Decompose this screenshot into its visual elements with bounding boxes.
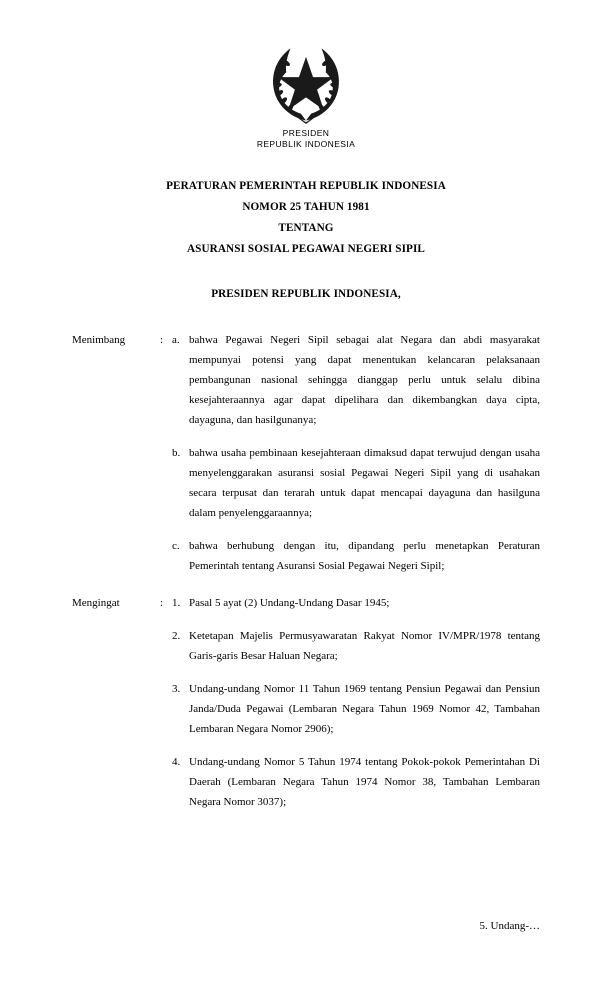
authority-line: PRESIDEN REPUBLIK INDONESIA, xyxy=(211,288,401,300)
list-item xyxy=(172,679,540,739)
title-line-about: TENTANG xyxy=(278,222,334,234)
item-text: Pasal 5 ayat (2) Undang-Undang Dasar 1945; xyxy=(189,597,390,609)
clause-colon: : xyxy=(160,597,164,609)
title-line-subject: ASURANSI SOSIAL PEGAWAI NEGERI SIPIL xyxy=(187,243,425,255)
item-text: bahwa usaha pembinaan kesejahteraan dimaksud dapat terwujud dengan usaha menyelenggarakan asuransi sosial Pegawai Negeri Sipil yang di usahakan secara terpusat dan terarah untuk dapat mencapai dayaguna dan hasilguna dalam penyelenggaraannya; xyxy=(189,447,540,519)
continuation-note: 5. Undang-… xyxy=(479,920,540,932)
item-text: Ketetapan Majelis Permusyawaratan Rakyat Nomor IV/MPR/1978 tentang Garis-garis Besar Haluan Negara; xyxy=(189,630,540,662)
emblem-block xyxy=(72,38,540,150)
clause-label: Mengingat xyxy=(72,597,120,609)
clause-items xyxy=(172,593,540,812)
clause-label: Menimbang xyxy=(72,334,126,346)
clause-menimbang xyxy=(72,330,540,576)
clause-colon: : xyxy=(160,334,164,346)
item-text: bahwa Pegawai Negeri Sipil sebagai alat Negara dan abdi masyarakat mempunyai potensi yang dapat menentukan kelancaran pelaksanaan pembangunan nasional sehingga dianggap perlu untuk selalu dibina kesejahteraannya agar dapat dipelihara dan dikembangkan daya cipta, dayaguna, dan hasilgunanya; xyxy=(189,334,540,426)
clause-items xyxy=(172,330,540,576)
list-item xyxy=(172,330,540,430)
item-text: bahwa berhubung dengan itu, dipandang perlu menetapkan Peraturan Pemerintah tentang Asuransi Sosial Pegawai Negeri Sipil; xyxy=(189,540,540,572)
emblem-caption-line2: REPUBLIK INDONESIA xyxy=(256,139,356,149)
list-item xyxy=(172,593,540,613)
item-marker: 1. xyxy=(172,597,181,609)
page-title xyxy=(72,176,540,260)
title-line-number: NOMOR 25 TAHUN 1981 xyxy=(242,201,370,213)
list-item xyxy=(172,443,540,523)
list-item xyxy=(172,752,540,812)
emblem-caption-line1: PRESIDEN xyxy=(282,128,330,138)
item-marker: b. xyxy=(172,447,181,459)
garuda-star-wreath-emblem xyxy=(263,38,349,124)
title-line-regulation: PERATURAN PEMERINTAH REPUBLIK INDONESIA xyxy=(166,180,446,192)
item-marker: 3. xyxy=(172,683,181,695)
item-marker: 4. xyxy=(172,756,181,768)
item-marker: c. xyxy=(172,540,180,552)
item-text: Undang-undang Nomor 5 Tahun 1974 tentang Pokok-pokok Pemerintahan Di Daerah (Lembaran Negara Tahun 1974 Nomor 38, Tambahan Lembaran Negara Nomor 3037); xyxy=(189,756,540,808)
item-marker: a. xyxy=(172,334,180,346)
clauses-section xyxy=(72,330,540,812)
item-text: Undang-undang Nomor 11 Tahun 1969 tentang Pensiun Pegawai dan Pensiun Janda/Duda Pegawai (Lembaran Negara Tahun 1969 Nomor 42, Tambahan Lembaran Negara Nomor 2906); xyxy=(189,683,540,735)
emblem-caption xyxy=(72,128,540,150)
list-item xyxy=(172,536,540,576)
list-item xyxy=(172,626,540,666)
clause-mengingat xyxy=(72,593,540,812)
item-marker: 2. xyxy=(172,630,181,642)
